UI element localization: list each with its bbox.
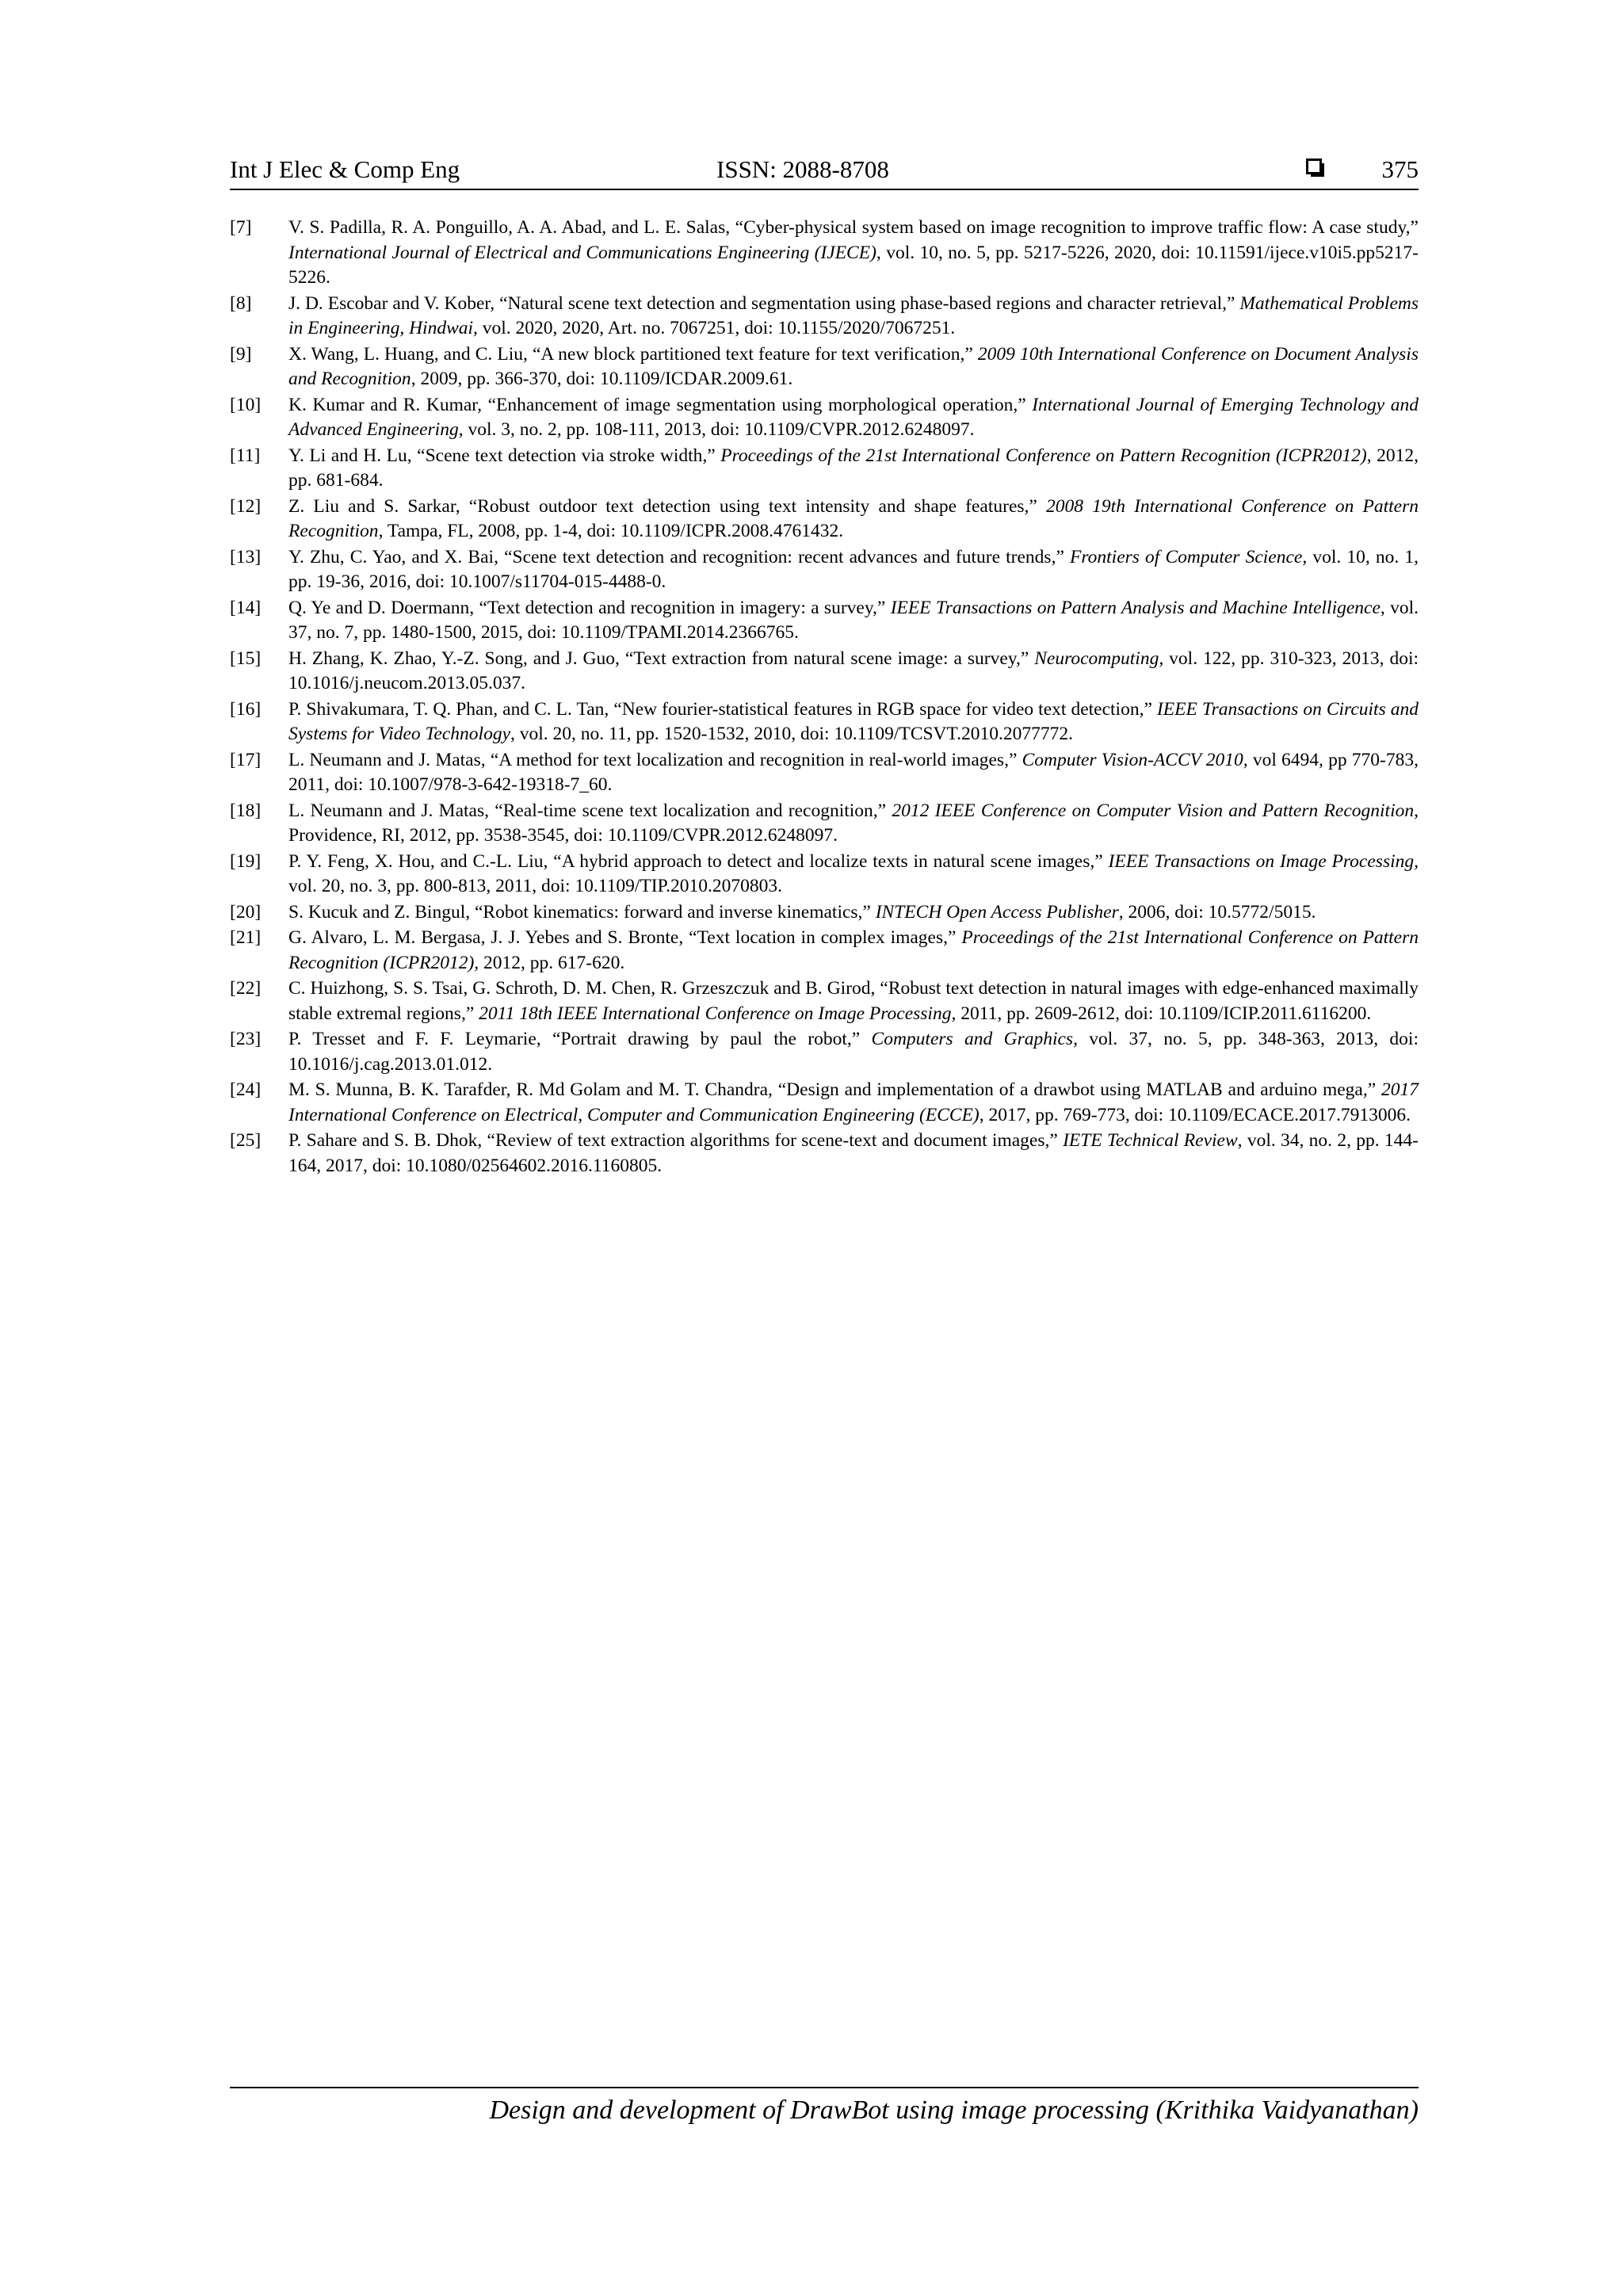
reference-item xyxy=(230,799,1419,849)
reference-number: [16] xyxy=(230,698,262,720)
page-number: 375 xyxy=(1381,155,1419,183)
reference-number: [13] xyxy=(230,546,262,567)
reference-venue: IEEE Transactions on Image Processing, xyxy=(1108,850,1419,872)
reference-number: [20] xyxy=(230,901,262,923)
reference-number: [7] xyxy=(230,217,252,238)
reference-text xyxy=(288,393,1419,443)
reference-number: [19] xyxy=(230,850,262,872)
reference-details: , vol. 34, no. 2, pp. 144-164, 2017, doi: 10.1080/02564602.2016.1160805. xyxy=(288,1130,1419,1176)
reference-text xyxy=(288,647,1419,697)
reference-list xyxy=(230,216,1419,1179)
reference-venue: 2017 International Conference on Electrical, Computer and Communication Engineering (ECCE) xyxy=(288,1079,1419,1125)
reference-text xyxy=(288,495,1419,544)
reference-text xyxy=(288,342,1419,392)
reference-item xyxy=(230,1129,1419,1179)
reference-authors-title: C. Huizhong, S. S. Tsai, G. Schroth, D. M. Chen, R. Grzeszczuk and B. Girod, “Robust text detection in natural images with edge-enhanced maximally stable extremal regions,” xyxy=(288,978,1419,1024)
reference-venue: International Journal of Emerging Technology and Advanced Engineering, xyxy=(288,394,1419,440)
reference-item xyxy=(230,647,1419,697)
reference-item xyxy=(230,1078,1419,1128)
reference-venue: Proceedings of the 21st International Conference on Pattern Recognition (ICPR2012) xyxy=(720,445,1367,466)
reference-details: 2012, pp. 617-620. xyxy=(479,952,625,973)
reference-item xyxy=(230,926,1419,976)
reference-authors-title: G. Alvaro, L. M. Bergasa, J. J. Yebes and S. Bronte, “Text location in complex images,” xyxy=(288,927,962,948)
reference-details: , Tampa, FL, 2008, pp. 1-4, doi: 10.1109/ICPR.2008.4761432. xyxy=(378,521,844,541)
reference-text xyxy=(288,900,1419,926)
reference-authors-title: P. Y. Feng, X. Hou, and C.-L. Liu, “A hybrid approach to detect and localize texts in natural scene images,” xyxy=(288,850,1109,872)
reference-number: [10] xyxy=(230,394,262,415)
reference-text xyxy=(288,292,1419,342)
page-header xyxy=(230,155,1419,190)
reference-venue: Computers and Graphics, xyxy=(871,1029,1078,1049)
issn-label: ISSN: 2088-8708 xyxy=(716,155,889,183)
reference-text xyxy=(288,697,1419,747)
reference-details: , 2017, pp. 769-773, doi: 10.1109/ECACE.2017.7913006. xyxy=(979,1104,1411,1125)
reference-item xyxy=(230,216,1419,291)
reference-text xyxy=(288,545,1419,595)
reference-details: , vol. 10, no. 5, pp. 5217-5226, 2020, doi: 10.11591/ijece.v10i5.pp5217-5226. xyxy=(288,242,1419,288)
reference-item xyxy=(230,748,1419,798)
reference-text xyxy=(288,748,1419,798)
reference-details: vol. 122, pp. 310-323, 2013, doi: 10.1016/j.neucom.2013.05.037. xyxy=(288,648,1419,693)
reference-authors-title: Q. Ye and D. Doermann, “Text detection and recognition in imagery: a survey,” xyxy=(288,597,891,618)
reference-item xyxy=(230,900,1419,926)
reference-number: [24] xyxy=(230,1079,262,1100)
reference-authors-title: Z. Liu and S. Sarkar, “Robust outdoor text detection using text intensity and shape features,” xyxy=(288,495,1047,517)
reference-details: , vol. 20, no. 11, pp. 1520-1532, 2010, doi: 10.1109/TCSVT.2010.2077772. xyxy=(510,724,1074,744)
reference-venue: Neurocomputing, xyxy=(1034,648,1164,669)
reference-venue: IETE Technical Review xyxy=(1063,1130,1238,1151)
reference-text xyxy=(288,1027,1419,1077)
reference-venue: Mathematical Problems in Engineering, Hindwai, xyxy=(288,292,1419,338)
reference-text xyxy=(288,216,1419,291)
reference-item xyxy=(230,545,1419,595)
reference-authors-title: V. S. Padilla, R. A. Ponguillo, A. A. Abad, and L. E. Salas, “Cyber-physical system based on image recognition to improve traffic flow: A case study,” xyxy=(288,217,1419,238)
square-bullet-icon xyxy=(1306,159,1322,174)
reference-number: [8] xyxy=(230,292,252,314)
reference-item xyxy=(230,596,1419,646)
reference-text xyxy=(288,850,1419,900)
reference-text xyxy=(288,1129,1419,1179)
reference-details: vol. 20, no. 3, pp. 800-813, 2011, doi: 10.1109/TIP.2010.2070803. xyxy=(288,876,782,896)
reference-details: , Providence, RI, 2012, pp. 3538-3545, doi: 10.1109/CVPR.2012.6248097. xyxy=(288,800,1419,846)
reference-authors-title: P. Sahare and S. B. Dhok, “Review of text extraction algorithms for scene-text and document images,” xyxy=(288,1130,1064,1151)
reference-text xyxy=(288,444,1419,494)
reference-venue: 2012 IEEE Conference on Computer Vision and Pattern Recognition xyxy=(892,800,1415,821)
reference-venue: 2011 18th IEEE International Conference on Image Processing, xyxy=(479,1003,957,1024)
reference-item xyxy=(230,393,1419,443)
reference-item xyxy=(230,444,1419,494)
reference-venue: IEEE Transactions on Circuits and Systems for Video Technology xyxy=(288,698,1419,744)
reference-item xyxy=(230,342,1419,392)
reference-number: [22] xyxy=(230,978,262,999)
reference-details: vol. 10, no. 1, pp. 19-36, 2016, doi: 10.1007/s11704-015-4488-0. xyxy=(288,546,1419,592)
reference-item xyxy=(230,495,1419,544)
reference-authors-title: Y. Li and H. Lu, “Scene text detection via stroke width,” xyxy=(288,445,721,466)
reference-number: [18] xyxy=(230,800,262,821)
reference-authors-title: L. Neumann and J. Matas, “Real-time scene text localization and recognition,” xyxy=(288,800,892,821)
reference-item xyxy=(230,976,1419,1026)
reference-number: [23] xyxy=(230,1029,262,1049)
reference-item xyxy=(230,1027,1419,1077)
reference-venue: Proceedings of the 21st International Conference on Pattern Recognition (ICPR2012), xyxy=(288,927,1419,973)
reference-number: [21] xyxy=(230,927,262,948)
reference-venue: 2009 10th International Conference on Document Analysis and Recognition xyxy=(288,343,1419,389)
reference-number: [15] xyxy=(230,648,262,669)
reference-number: [17] xyxy=(230,749,262,770)
reference-venue: Computer Vision-ACCV 2010, xyxy=(1022,749,1248,770)
reference-text xyxy=(288,1078,1419,1128)
reference-number: [11] xyxy=(230,445,261,466)
reference-text xyxy=(288,976,1419,1026)
reference-authors-title: M. S. Munna, B. K. Tarafder, R. Md Golam and M. T. Chandra, “Design and implementation of a drawbot using MATLAB and arduino mega,” xyxy=(288,1079,1381,1100)
reference-venue: Frontiers of Computer Science, xyxy=(1070,546,1308,567)
reference-authors-title: P. Tresset and F. F. Leymarie, “Portrait drawing by paul the robot,” xyxy=(288,1029,872,1049)
reference-details: , 2012, pp. 681-684. xyxy=(288,445,1419,491)
reference-number: [9] xyxy=(230,343,252,365)
reference-authors-title: X. Wang, L. Huang, and C. Liu, “A new block partitioned text feature for text verification,” xyxy=(288,343,978,365)
reference-details: vol 6494, pp 770-783, 2011, doi: 10.1007/978-3-642-19318-7_60. xyxy=(288,749,1419,795)
reference-authors-title: L. Neumann and J. Matas, “A method for text localization and recognition in real-world images,” xyxy=(288,749,1022,770)
reference-venue: 2008 19th International Conference on Pattern Recognition xyxy=(288,495,1419,541)
reference-venue: INTECH Open Access Publisher xyxy=(875,901,1119,923)
reference-details: vol. 2020, 2020, Art. no. 7067251, doi: 10.1155/2020/7067251. xyxy=(477,318,956,338)
reference-details: vol. 37, no. 5, pp. 348-363, 2013, doi: 10.1016/j.cag.2013.01.012. xyxy=(288,1029,1419,1075)
reference-venue: IEEE Transactions on Pattern Analysis and Machine Intelligence, xyxy=(890,597,1385,618)
reference-text xyxy=(288,926,1419,976)
reference-item xyxy=(230,697,1419,747)
reference-venue: International Journal of Electrical and Communications Engineering (IJECE) xyxy=(288,242,876,263)
reference-details: vol. 3, no. 2, pp. 108-111, 2013, doi: 10.1109/CVPR.2012.6248097. xyxy=(463,419,975,440)
reference-details: , 2006, doi: 10.5772/5015. xyxy=(1118,901,1316,923)
reference-authors-title: Y. Zhu, C. Yao, and X. Bai, “Scene text detection and recognition: recent advances and future trends,” xyxy=(288,546,1071,567)
reference-item xyxy=(230,850,1419,900)
page-footer: Design and development of DrawBot using image processing (Krithika Vaidyanathan) xyxy=(230,2087,1419,2126)
reference-authors-title: J. D. Escobar and V. Kober, “Natural scene text detection and segmentation using phase-based regions and character retrieval,” xyxy=(288,292,1240,314)
reference-item xyxy=(230,292,1419,342)
reference-number: [12] xyxy=(230,495,262,517)
reference-details: , 2009, pp. 366-370, doi: 10.1109/ICDAR.2009.61. xyxy=(411,369,793,389)
reference-text xyxy=(288,596,1419,646)
reference-text xyxy=(288,799,1419,849)
reference-details: vol. 37, no. 7, pp. 1480-1500, 2015, doi: 10.1109/TPAMI.2014.2366765. xyxy=(288,597,1419,643)
reference-number: [14] xyxy=(230,597,262,618)
reference-authors-title: P. Shivakumara, T. Q. Phan, and C. L. Tan, “New fourier-statistical features in RGB space for video text detection,” xyxy=(288,698,1157,720)
reference-authors-title: K. Kumar and R. Kumar, “Enhancement of image segmentation using morphological operation,” xyxy=(288,394,1033,415)
reference-authors-title: H. Zhang, K. Zhao, Y.-Z. Song, and J. Guo, “Text extraction from natural scene image: a survey,” xyxy=(288,648,1035,669)
reference-authors-title: S. Kucuk and Z. Bingul, “Robot kinematics: forward and inverse kinematics,” xyxy=(288,901,876,923)
reference-details: 2011, pp. 2609-2612, doi: 10.1109/ICIP.2011.6116200. xyxy=(956,1003,1372,1024)
journal-name: Int J Elec & Comp Eng xyxy=(230,155,460,183)
reference-number: [25] xyxy=(230,1130,262,1151)
